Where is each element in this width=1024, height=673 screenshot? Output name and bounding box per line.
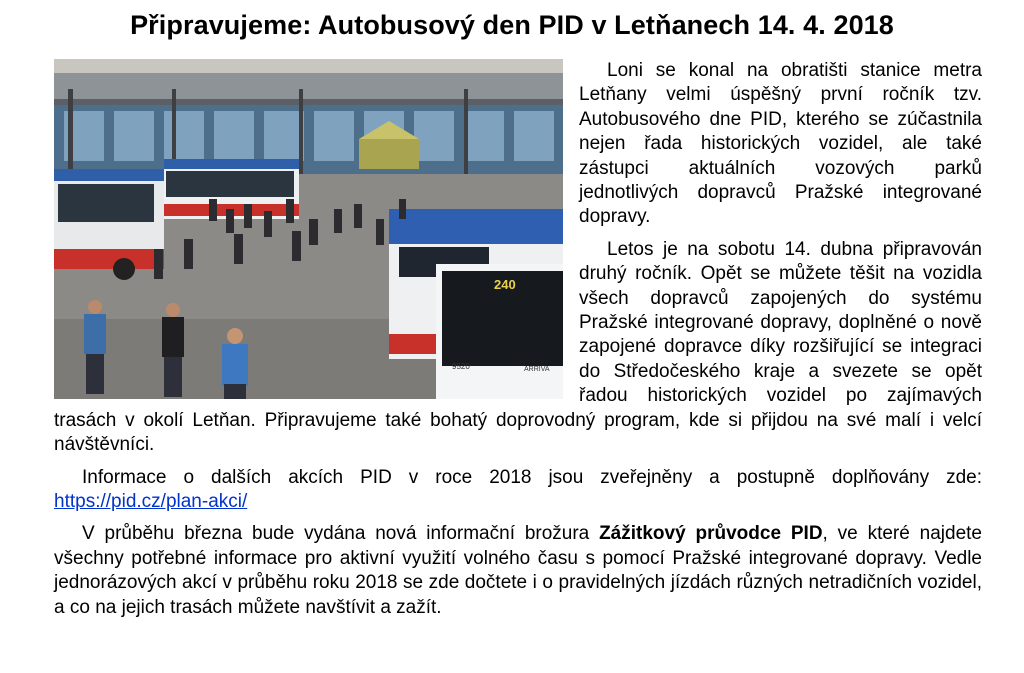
paragraph-brochure bbox=[54, 522, 982, 620]
brochure-text-after: , ve které najdete všechny potřebné informace pro aktivní využití volného času s pomocí Pražské integrované dopravy. Vedle jednorázových akcí v průběhu roku 2018 se zde dočtete i o pravidelných jízdách různých netradičních vozidel, a co na jejich trasách můžete navštívit a zažít. bbox=[54, 523, 982, 618]
paragraph-this-year: Letos je na sobotu 14. dubna připravován druhý ročník. Opět se můžete těšit na vozidla všech dopravců zapojených do systému Pražské integrované dopravy, doplněné o nově zapojené dopravce díky rozšiřující se integraci do Středočeského kraje a svezete se opět řadou historických vozidel po zajímavých trasách v okolí Letňan. Připravujeme také bohatý doprovodný program, kde si přijdou na své malí i velcí návštěvníci. bbox=[54, 238, 982, 456]
bus-route-number: 240 bbox=[494, 277, 516, 292]
page-title: Připravujeme: Autobusový den PID v Letňanech 14. 4. 2018 bbox=[130, 10, 894, 40]
bus-event-photo bbox=[54, 59, 563, 399]
events-info-text: Informace o dalších akcích PID v roce 2018 jsou zveřejněny a postupně doplňovány zde: bbox=[82, 466, 982, 488]
paragraph-intro: Loni se konal na obratišti stanice metra Letňany velmi úspěšný první ročník tzv. Autobusového dne PID, kterého se zúčastnila nejen řada historických vozidel, ale také zástupci aktuálních vozových parků jednotlivých dopravců Pražské integrované dopravy. bbox=[579, 60, 982, 228]
bus-fleet-number: 9520 bbox=[452, 362, 470, 371]
bus-brand-label: ARRIVA bbox=[524, 366, 550, 373]
events-plan-link[interactable]: https://pid.cz/plan-akci/ bbox=[54, 490, 248, 512]
brochure-text-before: V průběhu března bude vydána nová informační brožura bbox=[82, 523, 600, 545]
brochure-title: Zážitkový průvodce PID bbox=[599, 523, 823, 545]
paragraph-events-info bbox=[54, 466, 982, 515]
document-page bbox=[54, 0, 982, 628]
